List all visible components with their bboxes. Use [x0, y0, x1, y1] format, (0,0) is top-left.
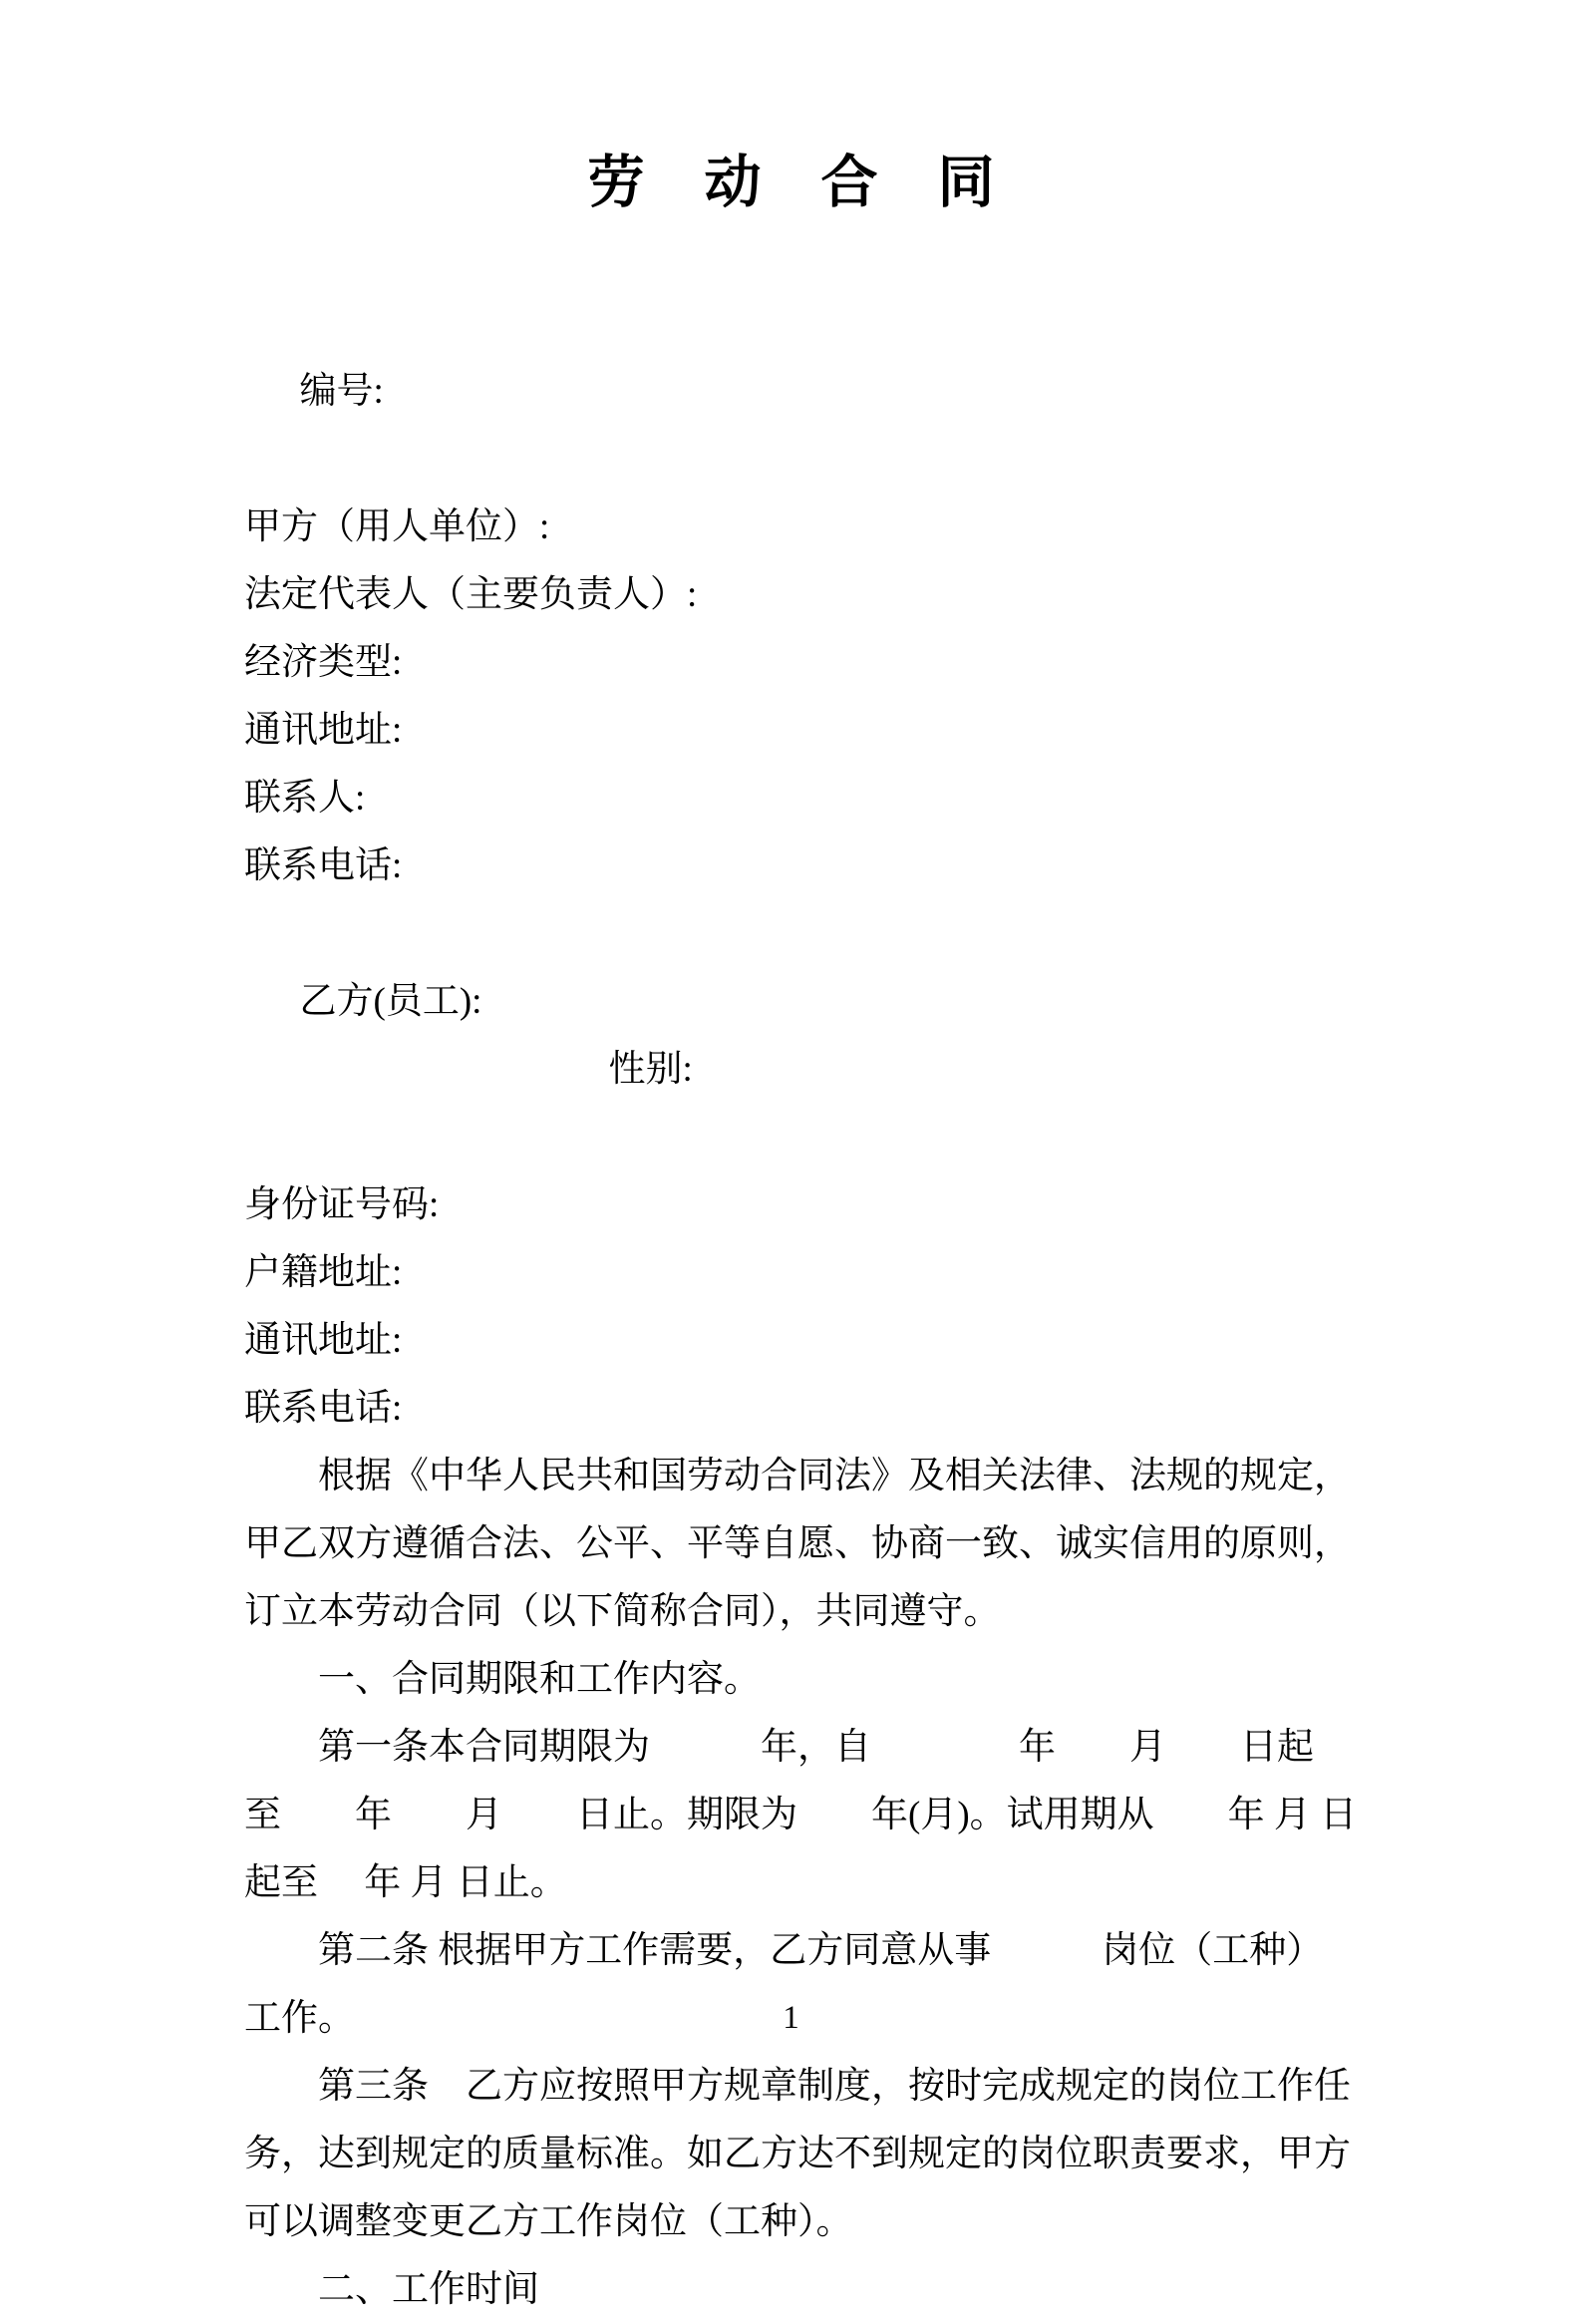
document-number-line: [244, 290, 1358, 494]
document-title: [0, 146, 1582, 221]
clause-2-line-2: 工作。: [244, 1998, 355, 2039]
clause-2-line-1: 第二条 根据甲方工作需要，乙方同意从事 岗位（工种）: [318, 1930, 1324, 1971]
field-party-a-phone: 联系电话:: [244, 845, 403, 886]
section-1-heading: 一、合同期限和工作内容。: [318, 1659, 761, 1700]
document-title-text: 劳动合同: [587, 152, 1055, 214]
clause-3-line-2: 务，达到规定的质量标准。如乙方达不到规定的岗位职责要求，甲方: [244, 2134, 1351, 2174]
clause-1-line-3: 起至 年 月 日止。: [244, 1862, 567, 1903]
document-number-label: 编号:: [299, 371, 384, 412]
clause-3-line-3: 可以调整变更乙方工作岗位（工种）。: [244, 2201, 853, 2242]
field-party-b-mailing-address: 通讯地址:: [244, 1320, 403, 1361]
field-party-b-id-number: 身份证号码:: [244, 1184, 440, 1225]
preamble-line-2: 甲乙双方遵循合法、公平、平等自愿、协商一致、诚实信用的原则，: [244, 1523, 1351, 1564]
clause-1-line-1: 第一条本合同期限为 年，自 年 月 日起: [318, 1727, 1314, 1768]
field-party-a-mailing-address: 通讯地址:: [244, 710, 403, 751]
field-party-a-employer: 甲方（用人单位）:: [244, 506, 550, 547]
field-party-b-phone: 联系电话:: [244, 1388, 403, 1429]
clause-3-line-1: 第三条 乙方应按照甲方规章制度，按时完成规定的岗位工作任: [318, 2066, 1351, 2107]
field-party-a-economic-type: 经济类型:: [244, 642, 403, 683]
page-number: 1: [783, 2000, 799, 2036]
section-2-heading: 二、工作时间: [318, 2269, 539, 2310]
preamble-line-1: 根据《中华人民共和国劳动合同法》及相关法律、法规的规定，: [318, 1456, 1351, 1496]
field-party-b-gender: 性别:: [608, 1049, 693, 1090]
field-party-a-contact-person: 联系人:: [244, 778, 366, 819]
preamble-line-3: 订立本劳动合同（以下简称合同），共同遵守。: [244, 1591, 1001, 1632]
field-party-b-employee-gender-row: [244, 900, 1358, 1171]
field-party-a-legal-rep: 法定代表人（主要负责人）:: [244, 574, 698, 615]
field-party-b-employee: 乙方(员工):: [299, 981, 482, 1022]
field-party-b-registered-address: 户籍地址:: [244, 1252, 403, 1293]
clause-1-line-2: 至 年 月 日止。期限为 年(月)。试用期从 年 月 日: [244, 1795, 1358, 1835]
